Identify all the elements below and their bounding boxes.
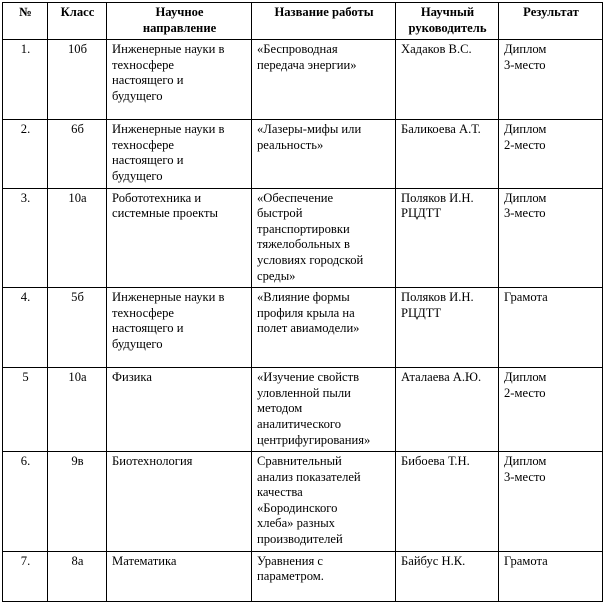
cell-text-line: хлеба» разных [257, 516, 335, 531]
cell-text-line: центрифугирования» [257, 432, 371, 447]
cell-result [499, 40, 603, 120]
cell-text-line: руководитель [408, 20, 487, 35]
cell-text-line: РЦДТТ [401, 206, 442, 221]
cell-text-line: РЦДТТ [401, 305, 442, 320]
cell-text-line: «Беспроводная [257, 42, 338, 57]
header-direction [107, 3, 252, 40]
cell-title [252, 188, 396, 288]
cell-text-line: Поляков И.Н. [401, 290, 474, 305]
cell-class: 5б [48, 288, 107, 368]
cell-text-line: Байбус Н.К. [401, 553, 466, 568]
table-row [3, 120, 603, 188]
cell-text-line: Бибоева Т.Н. [401, 454, 470, 469]
cell-text-line: профиля крыла на [257, 305, 355, 320]
cell-text-line: будущего [112, 168, 163, 183]
cell-text-line: Класс [60, 5, 95, 19]
cell-text-line: Математика [112, 553, 177, 568]
cell-text-line: среды» [257, 268, 296, 283]
cell-result [499, 188, 603, 288]
cell-text-line: уловленной пыли [257, 385, 351, 400]
cell-text-line: «Бородинского [257, 500, 338, 515]
table-row [3, 188, 603, 288]
header-supervisor [396, 3, 499, 40]
cell-class: 8а [48, 551, 107, 601]
cell-text-line: техносфере [112, 137, 174, 152]
header-num [3, 3, 48, 40]
cell-text-line: транспортировки [257, 221, 350, 236]
cell-title [252, 288, 396, 368]
cell-direction [107, 551, 252, 601]
cell-text-line: будущего [112, 336, 163, 351]
cell-text-line: 2-место [504, 385, 546, 400]
cell-text-line: реальность» [257, 137, 324, 152]
cell-text-line: Баликоева А.Т. [401, 122, 481, 137]
cell-text-line: качества [257, 485, 303, 500]
header-class [48, 3, 107, 40]
cell-title [252, 368, 396, 452]
cell-text-line: «Лазеры-мифы или [257, 122, 362, 137]
cell-text-line: Инженерные науки в [112, 122, 225, 137]
cell-num: 1. [3, 40, 48, 120]
cell-text-line: Диплом [504, 190, 547, 205]
cell-text-line: 3-место [504, 57, 546, 72]
cell-supervisor [396, 368, 499, 452]
cell-text-line: передача энергии» [257, 57, 357, 72]
cell-class: 9в [48, 452, 107, 552]
cell-text-line: Название работы [274, 5, 374, 19]
header-title [252, 3, 396, 40]
cell-text-line: системные проекты [112, 206, 218, 221]
cell-text-line: № [19, 5, 32, 19]
table-row [3, 551, 603, 601]
table-header-row [3, 3, 603, 40]
cell-text-line: аналитического [257, 416, 342, 431]
cell-supervisor [396, 188, 499, 288]
cell-text-line: производителей [257, 532, 343, 547]
cell-text-line: условиях городской [257, 252, 364, 267]
cell-num: 6. [3, 452, 48, 552]
cell-title [252, 120, 396, 188]
cell-result [499, 551, 603, 601]
cell-text-line: 3-место [504, 206, 546, 221]
cell-text-line: Инженерные науки в [112, 42, 225, 57]
cell-text-line: «Влияние формы [257, 290, 350, 305]
cell-text-line: Хадаков В.С. [401, 42, 472, 57]
cell-text-line: Диплом [504, 454, 547, 469]
cell-text-line: настоящего и [112, 321, 184, 336]
cell-text-line: полет авиамодели» [257, 321, 360, 336]
cell-text-line: «Изучение свойств [257, 370, 360, 385]
cell-text-line: методом [257, 401, 303, 416]
cell-title [252, 40, 396, 120]
cell-text-line: Научный [420, 5, 475, 19]
cell-class: 10а [48, 368, 107, 452]
cell-class: 6б [48, 120, 107, 188]
cell-text-line: Результат [523, 5, 579, 19]
cell-num: 7. [3, 551, 48, 601]
cell-text-line: Инженерные науки в [112, 290, 225, 305]
cell-class: 10б [48, 40, 107, 120]
cell-result [499, 120, 603, 188]
cell-direction [107, 120, 252, 188]
cell-title [252, 551, 396, 601]
cell-direction [107, 288, 252, 368]
cell-text-line: Физика [112, 370, 152, 385]
cell-text-line: настоящего и [112, 153, 184, 168]
cell-supervisor [396, 40, 499, 120]
cell-direction [107, 188, 252, 288]
cell-title [252, 452, 396, 552]
cell-direction [107, 368, 252, 452]
cell-supervisor [396, 120, 499, 188]
table-row [3, 40, 603, 120]
cell-num: 2. [3, 120, 48, 188]
cell-direction [107, 40, 252, 120]
cell-result [499, 452, 603, 552]
cell-text-line: Научное [155, 5, 204, 19]
cell-text-line: параметром. [257, 569, 324, 584]
cell-text-line: Поляков И.Н. [401, 190, 474, 205]
cell-supervisor [396, 288, 499, 368]
cell-supervisor [396, 551, 499, 601]
cell-text-line: направление [142, 20, 217, 35]
header-result [499, 3, 603, 40]
cell-text-line: Сравнительный [257, 454, 342, 469]
cell-text-line: Уравнения с [257, 553, 323, 568]
cell-text-line: 2-место [504, 137, 546, 152]
cell-num: 4. [3, 288, 48, 368]
cell-text-line: Аталаева А.Ю. [401, 370, 482, 385]
table-row [3, 288, 603, 368]
cell-class: 10а [48, 188, 107, 288]
cell-text-line: настоящего и [112, 73, 184, 88]
cell-text-line: анализ показателей [257, 469, 361, 484]
cell-text-line: быстрой [257, 206, 303, 221]
cell-text-line: техносфере [112, 57, 174, 72]
cell-text-line: Грамота [504, 553, 548, 568]
cell-text-line: Диплом [504, 370, 547, 385]
cell-direction [107, 452, 252, 552]
cell-text-line: техносфере [112, 305, 174, 320]
results-table [2, 2, 603, 602]
cell-text-line: тяжелобольных в [257, 237, 350, 252]
cell-text-line: будущего [112, 88, 163, 103]
cell-text-line: Диплом [504, 122, 547, 137]
cell-text-line: Робототехника и [112, 190, 202, 205]
cell-text-line: Грамота [504, 290, 548, 305]
cell-text-line: 3-место [504, 469, 546, 484]
cell-result [499, 368, 603, 452]
cell-text-line: Биотехнология [112, 454, 193, 469]
cell-num: 3. [3, 188, 48, 288]
cell-num: 5 [3, 368, 48, 452]
cell-result [499, 288, 603, 368]
table-row [3, 452, 603, 552]
cell-text-line: «Обеспечение [257, 190, 334, 205]
cell-text-line: Диплом [504, 42, 547, 57]
table-row [3, 368, 603, 452]
cell-supervisor [396, 452, 499, 552]
